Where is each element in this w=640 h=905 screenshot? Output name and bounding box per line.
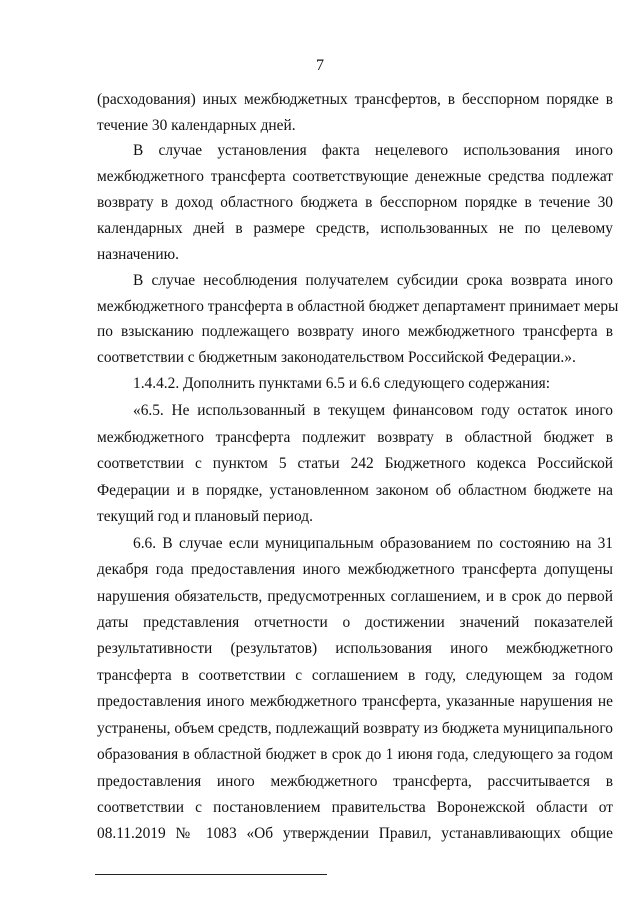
page-number: 7 xyxy=(316,57,324,74)
text-line: межбюджетного трансферта подлежит возврату в областной бюджет в xyxy=(97,429,613,446)
text-line: образования в областной бюджет в срок до 1 июня года, следующего за годом xyxy=(97,746,613,763)
text-line: Федерации и в порядке, установленном законом об областном бюджете на xyxy=(97,482,613,499)
text-line: возврату в доход областного бюджета в бесспорном порядке в течение 30 xyxy=(97,194,613,211)
text-line: В случае установления факта нецелевого использования иного xyxy=(133,142,613,159)
text-line: трансферта в соответствии с соглашением в году, следующем за годом xyxy=(97,667,613,684)
text-line: межбюджетного трансферта соответствующие денежные средства подлежат xyxy=(97,168,613,185)
text-line: результативности (результатов) использования иного межбюджетного xyxy=(97,640,613,657)
text-line: 1.4.4.2. Дополнить пунктами 6.5 и 6.6 следующего содержания: xyxy=(133,375,551,392)
text-line: текущий год и плановый период. xyxy=(97,508,313,525)
text-line: предоставления иного межбюджетного трансферта, указанные нарушения не xyxy=(97,693,613,710)
text-line: (расходования) иных межбюджетных трансфертов, в бесспорном порядке в xyxy=(97,91,613,108)
text-line: межбюджетного трансферта в областной бюджет департамент принимает меры xyxy=(97,298,619,315)
footnote-divider xyxy=(95,874,327,875)
text-line: 08.11.2019 № 1083 «Об утверждении Правил, устанавливающих общие xyxy=(97,825,613,842)
text-line: назначению. xyxy=(97,246,179,263)
text-line: нарушения обязательств, предусмотренных соглашением, и в срок до первой xyxy=(97,588,613,605)
text-line: календарных дней в размере средств, использованных не по целевому xyxy=(97,220,613,237)
text-line: соответствии с постановлением правительства Воронежской области от xyxy=(97,799,613,816)
text-line: устранены, объем средств, подлежащий возврату из бюджета муниципального xyxy=(97,720,613,737)
text-line: по взысканию подлежащего возврату иного межбюджетного трансферта в xyxy=(97,323,613,340)
text-line: предоставления иного межбюджетного трансферта, рассчитывается в xyxy=(97,773,613,790)
text-line: В случае несоблюдения получателем субсидии срока возврата иного xyxy=(133,272,613,289)
text-line: соответствии с пунктом 5 статьи 242 Бюджетного кодекса Российской xyxy=(97,455,613,472)
text-line: 6.6. В случае если муниципальным образованием по состоянию на 31 xyxy=(133,535,613,552)
text-line: течение 30 календарных дней. xyxy=(97,117,296,134)
text-line: декабря года предоставления иного межбюджетного трансферта допущены xyxy=(97,561,613,578)
text-line: даты представления отчетности о достижении значений показателей xyxy=(97,614,613,631)
text-line: соответствии с бюджетным законодательством Российской Федерации.». xyxy=(97,349,576,366)
text-line: «6.5. Не использованный в текущем финансовом году остаток иного xyxy=(133,402,613,419)
